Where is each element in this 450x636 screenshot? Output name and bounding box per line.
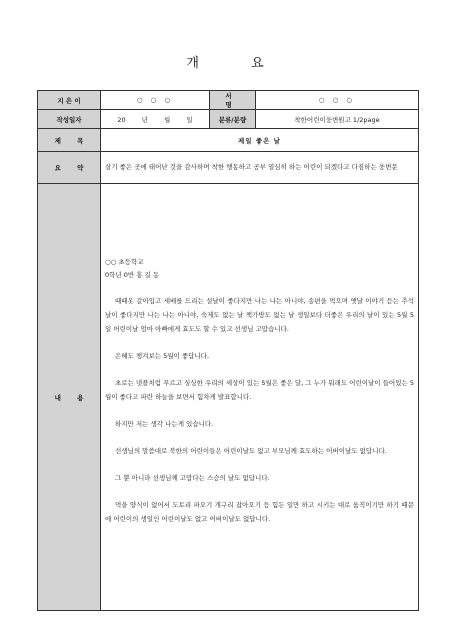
content-paragraph: 은혜도 챙겨보는 5월이 좋답니다.: [115, 351, 210, 360]
content-paragraph: 하지만 저는 생각 나는게 있습니다.: [115, 419, 214, 428]
author-value: ○ ○ ○: [101, 91, 210, 110]
document-title: 개 요: [186, 56, 288, 71]
school-name: ○○ 초등학교: [105, 257, 144, 266]
content-paragraph: 그 뿐 아니라 선생님께 고맙다는 스승의 날도 없답니다.: [115, 473, 270, 482]
content-paragraph: 선생님의 말씀대로 북한의 어린이들은 어린이날도 없고 부모님께 효도하는 어버이날도 없답니다.: [115, 446, 387, 455]
content-body: [101, 184, 419, 611]
author-label: 지 은 이: [38, 91, 101, 110]
form-row-summary: [38, 152, 419, 184]
summary-value: 살기 좋은 곳에 태어난 것을 감사하며 착한 행동하고 공부 열심히 하는 어린이 되겠다고 다짐하는 웅변문: [101, 152, 419, 184]
form-row-author: [38, 91, 419, 110]
subject-value: 제일 좋은 날: [101, 129, 419, 152]
form-row-date: [38, 110, 419, 129]
category-label: 분류/분량: [210, 110, 256, 129]
content-label: 내 용: [38, 184, 101, 611]
document-form-table: [37, 90, 419, 611]
name-value: ○ ○ ○: [256, 91, 419, 110]
content-paragraph: 때때옷 갈아입고 세배를 드리는 설날이 좋다지만 나는 나는 아니야, 송편을 먹으며 옛날 이야기 듣는 추석날이 좋다지만 나는 나는 아니야, 숙제도 없는 날 책가방도 없는 날 생일보다 더좋은 우리의 날이 있는 5월 5일 어린이날 엄마 아빠에게 효도도 할 수 있고 선생님 고맙습니다.: [105, 296, 414, 333]
category-value: 착한어린이웅변원고 1/2page: [256, 110, 419, 129]
student-name: 0학년 0반 홍 길 동: [105, 270, 160, 279]
date-value: 20 년 월 일: [101, 110, 210, 129]
date-label: 작성일자: [38, 110, 101, 129]
content-paragraph: 초로는 넷플처럼 푸르고 싱싱한 우리의 세상이 있는 5월은 좋은 달, 그 누가 뭐래도 어린이날이 들어있는 5월이 좋다고 파란 하늘을 보면서 힘차게 발표합니다.: [105, 378, 414, 401]
form-row-subject: [38, 129, 419, 152]
form-row-content: [38, 184, 419, 611]
subject-label: 제 목: [38, 129, 101, 152]
content-paragraph: 먹을 양식이 없어서 도토리 파오기 개구리 잡아오기 등 힘든 일만 하고 시키는 대로 움직이기만 하기 때문에 어린이의 생일인 어린이날도 없고 어버이날도 없답니다.: [105, 500, 414, 523]
name-label: 서 명: [210, 91, 256, 110]
summary-label: 요 약: [38, 152, 101, 184]
